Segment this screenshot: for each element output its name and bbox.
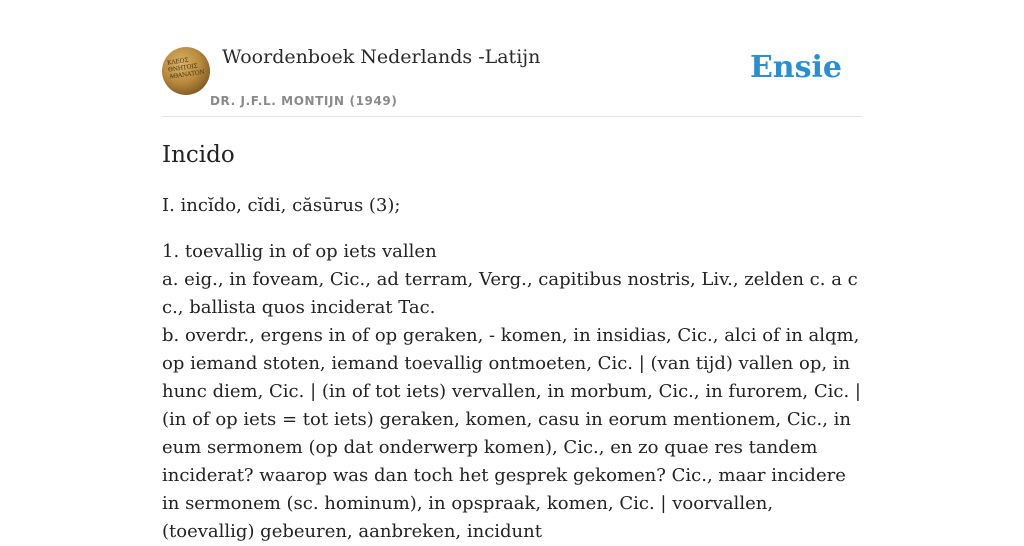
brand-link[interactable]: Ensie — [749, 50, 842, 85]
definition-line: b. overdr., ergens in of op geraken, - komen, in insidias, Cic., alci of in alqm, op iemand stoten, iemand toevallig ontmoeten, Cic. | (van tijd) vallen op, in hunc diem, Cic. | (in of tot iets) vervallen, in morbum, Cic., in furorem, Cic. | (in of op iets = tot iets) geraken, komen, casu in eorum mentionem, Cic., in eum sermonem (op dat onderwerp komen), Cic., en zo quae res tandem inciderat? waarop was dan toch het gesprek gekomen? Cic., maar incidere in sermonem (sc. hominum), in opspraak, komen, Cic. | voorvallen, (toevallig) gebeuren, aanbreken, incidunt — [162, 325, 861, 542]
site-logo[interactable] — [162, 47, 210, 95]
dictionary-author: DR. J.F.L. MONTIJN (1949) — [210, 94, 398, 108]
entry-title: Incido — [162, 142, 235, 168]
entry-headword: I. incĭdo, cĭdi, căsūrus (3); — [162, 195, 401, 216]
entry-body — [162, 238, 862, 546]
dictionary-title[interactable]: Woordenboek Nederlands -Latijn — [222, 46, 541, 68]
definition-line: a. eig., in foveam, Cic., ad terram, Verg., capitibus nostris, Liv., zelden c. a c c., ballista quos inciderat Tac. — [162, 269, 858, 318]
entry-content — [162, 140, 862, 546]
logo-inscription: ΚΛΕΟΣ ΘΝΗΤΟΙΣ ΑΘΑΝΑΤΟΝ — [166, 56, 206, 81]
definition-line: 1. toevallig in of op iets vallen — [162, 241, 437, 262]
site-header — [162, 0, 862, 117]
